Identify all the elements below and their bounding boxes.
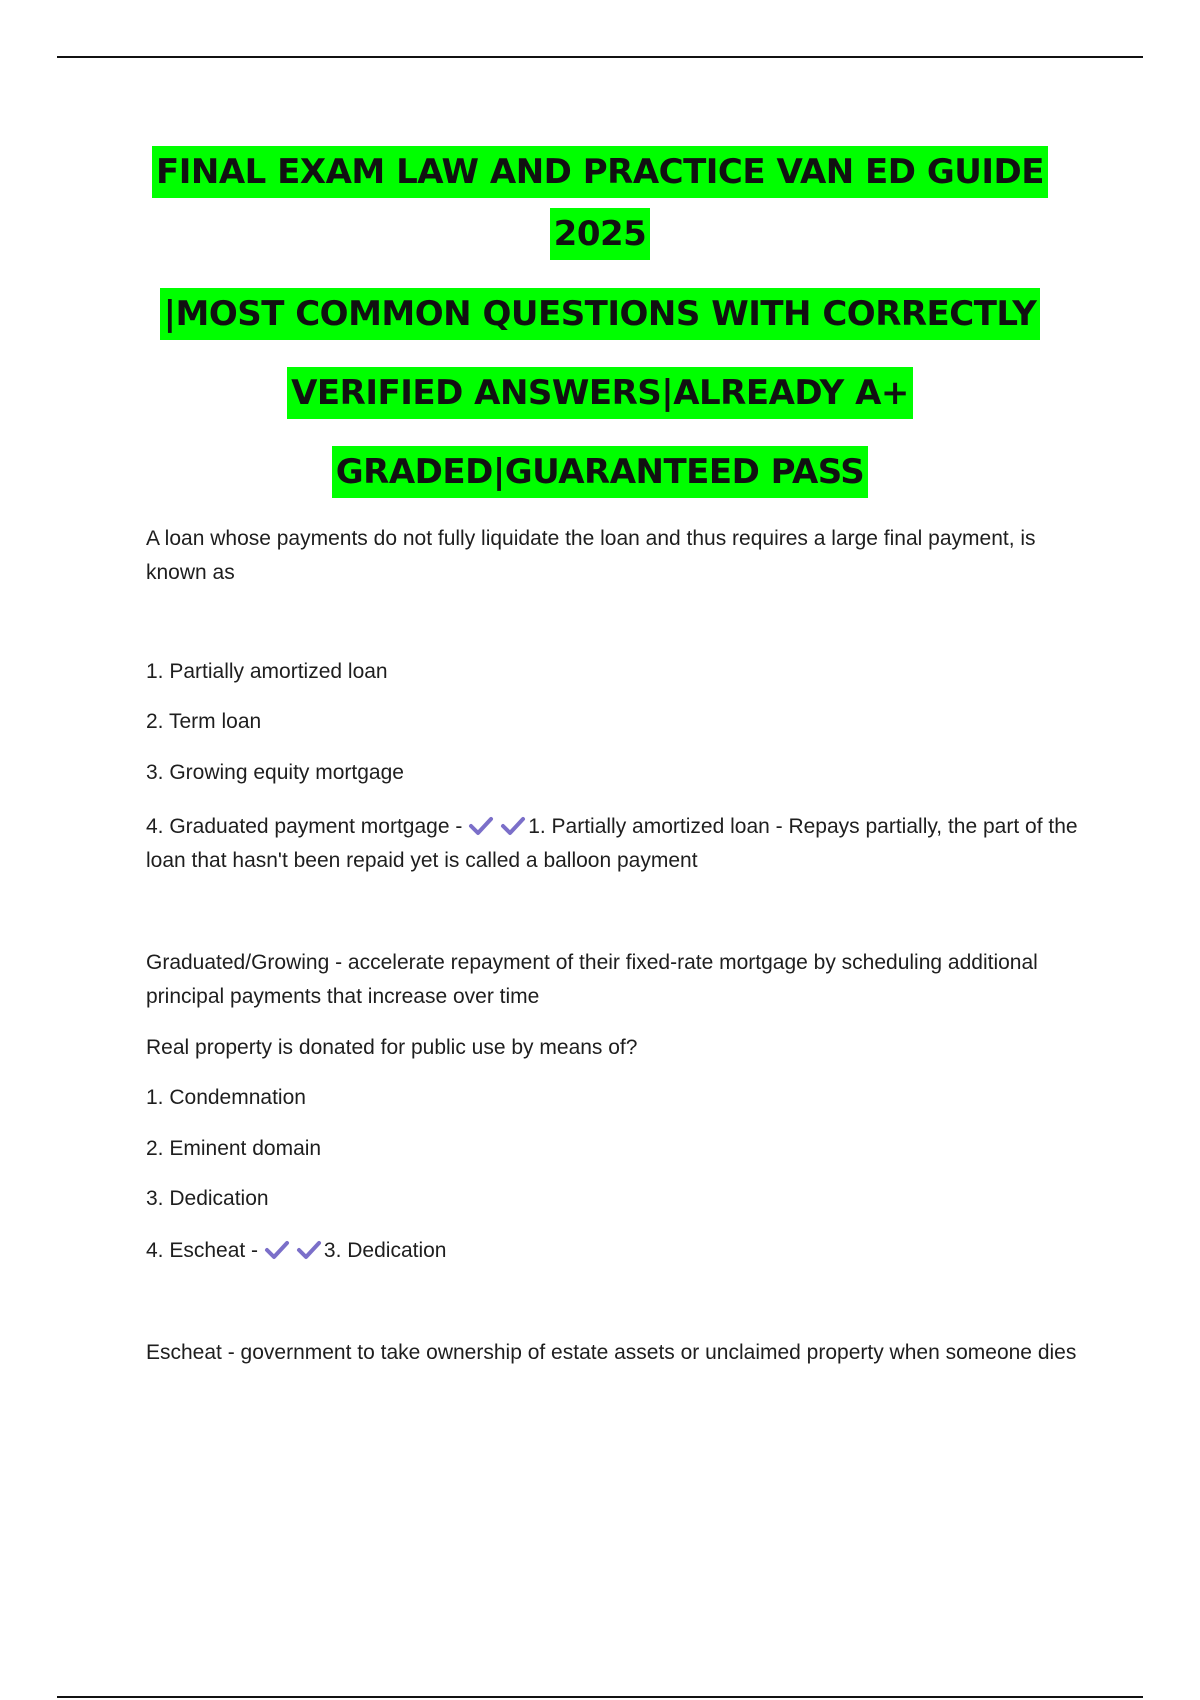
q1-option-3: 3. Growing equity mortgage: [146, 761, 404, 784]
q2-option-1: 1. Condemnation: [146, 1086, 306, 1109]
q1-answer: 1. Partially amortized loan - Repays partially, the part of the loan that hasn't been repaid yet is called a balloon payment: [146, 815, 1078, 872]
q2-option-2: 2. Eminent domain: [146, 1137, 322, 1160]
title-line-5: GRADED|GUARANTEED PASS: [332, 446, 868, 498]
q1-note: Graduated/Growing - accelerate repayment of their fixed-rate mortgage by scheduling additional principal payments that increase over time: [146, 951, 1038, 1008]
check-icon: [264, 1239, 290, 1261]
check-icon: [500, 815, 526, 837]
q2-note: Escheat - government to take ownership of estate assets or unclaimed property when someone dies: [146, 1341, 1077, 1364]
q2-option-4: 4. Escheat -: [146, 1239, 259, 1262]
q2-option-3: 3. Dedication: [146, 1187, 269, 1210]
q2-option-4-with-answer: [146, 1234, 1096, 1268]
q2-answer: 3. Dedication: [323, 1239, 447, 1262]
title-line-1: FINAL EXAM LAW AND PRACTICE VAN ED GUIDE: [152, 146, 1048, 198]
check-icon: [296, 1239, 322, 1261]
top-rule: [57, 56, 1143, 58]
document-title: [100, 146, 1100, 506]
title-line-2: 2025: [550, 208, 651, 260]
check-icon: [468, 815, 494, 837]
title-line-3: |MOST COMMON QUESTIONS WITH CORRECTLY: [160, 288, 1041, 340]
q1-option-1: 1. Partially amortized loan: [146, 660, 388, 683]
question-2-text: Real property is donated for public use by means of?: [146, 1036, 638, 1059]
title-line-4: VERIFIED ANSWERS|ALREADY A+: [287, 367, 913, 419]
q1-option-4: 4. Graduated payment mortgage -: [146, 815, 463, 838]
question-1-text: A loan whose payments do not fully liquidate the loan and thus requires a large final payment, is known as: [146, 527, 1036, 584]
bottom-rule: [57, 1696, 1143, 1698]
q1-option-2: 2. Term loan: [146, 710, 262, 733]
q1-option-4-with-answer: [146, 810, 1096, 878]
